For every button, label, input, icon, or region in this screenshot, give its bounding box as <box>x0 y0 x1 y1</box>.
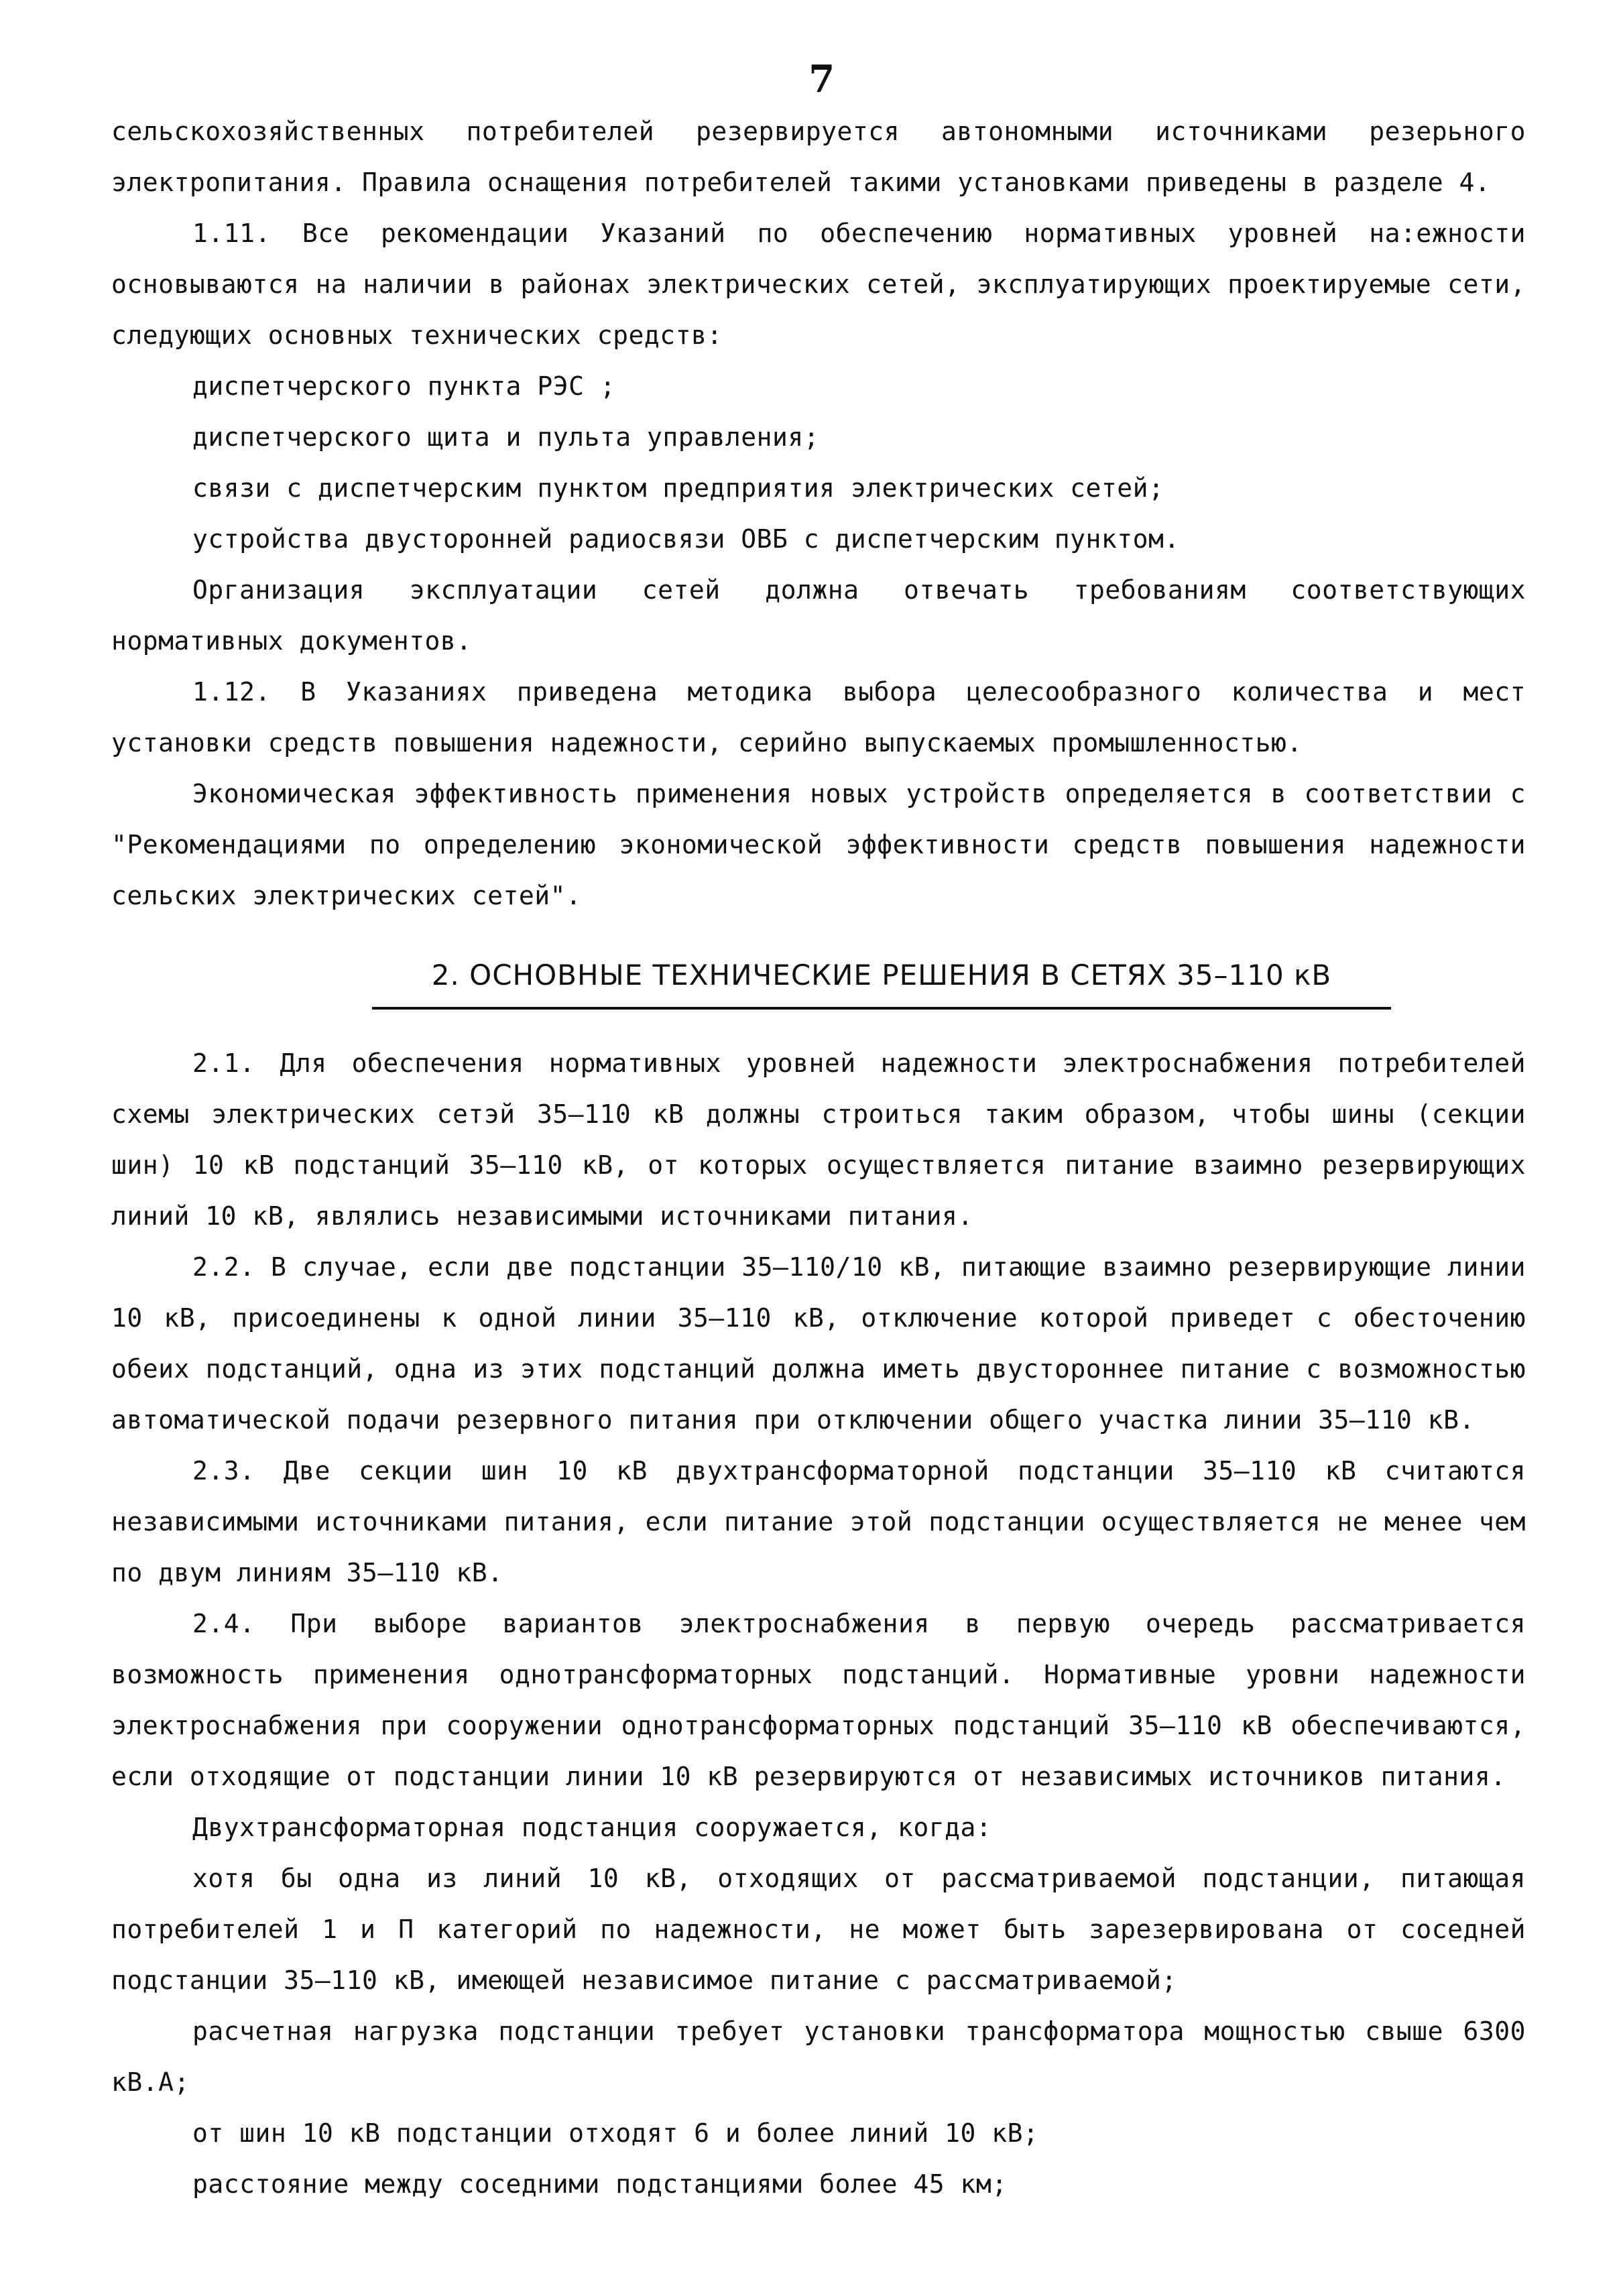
paragraph: сельскохозяйственных потребителей резервируется автономными источниками резерьного электропитания. Правила оснащения потребителей такими установками приведены в разделе 4. <box>111 117 1526 197</box>
paragraph: 2.2. В случае, если две подстанции 35–110/10 кВ, питающие взаимно резервирующие линии 10 кВ, присоединены к одной линии 35–110 кВ, отключение которой приведет с обесточению обеих подстанций, одна из этих подстанций должна иметь двустороннее питание с возможностью автоматической подачи резервного питания при отключении общего участка линии 35–110 кВ. <box>111 1252 1526 1435</box>
paragraph: от шин 10 кВ подстанции отходят 6 и более линий 10 кВ; <box>192 2118 1039 2148</box>
paragraph: 2.3. Две секции шин 10 кВ двухтрансформаторной подстанции 35–110 кВ считаются независимыми источниками питания, если питание этой подстанции осуществляется не менее чем по двум линиям 35–110 кВ. <box>111 1456 1526 1587</box>
paragraph: Экономическая эффективность применения новых устройств определяется в соответствии с "Рекомендациями по определению экономической эффективности средств повышения надежности сельских электрических сетей". <box>111 779 1526 910</box>
paragraph: 1.11. Все рекомендации Указаний по обеспечению нормативных уровней на:ежности основываются на наличии в районах электрических сетей, эксплуатирующих проектируемые сети, следующих основных технических средств: <box>111 219 1526 350</box>
paragraph: 2.1. Для обеспечения нормативных уровней надежности электроснабжения потребителей схемы электрических сетэй 35–110 кВ должны строиться таким образом, чтобы шины (секции шин) 10 кВ подстанций 35–110 кВ, от которых осуществляется питание взаимно резервирующих линий 10 кВ, являлись независимыми источниками питания. <box>111 1048 1526 1231</box>
section-1-body <box>111 106 1526 921</box>
paragraph: хотя бы одна из линий 10 кВ, отходящих от рассматриваемой подстанции, питающая потребителей 1 и П категорий по надежности, не может быть зарезервирована от соседней подстанции 35–110 кВ, имеющей независимое питание с рассматриваемой; <box>111 1864 1526 1995</box>
list-item: диспетчерского щита и пульта управления; <box>192 422 820 452</box>
paragraph: 2.4. При выборе вариантов электроснабжения в первую очередь рассматривается возможность применения однотрансформаторных подстанций. Нормативные уровни надежности электроснабжения при сооружении однотрансформаторных подстанций 35–110 кВ обеспечиваются, если отходящие от подстанции линии 10 кВ резервируются от независимых источников питания. <box>111 1609 1526 1791</box>
section-heading: 2. ОСНОВНЫЕ ТЕХНИЧЕСКИЕ РЕШЕНИЯ В СЕТЯХ 35–110 кВ <box>431 959 1332 991</box>
list-item: устройства двусторонней радиосвязи ОВБ с диспетчерским пунктом. <box>192 524 1180 554</box>
paragraph: Организация эксплуатации сетей должна отвечать требованиям соответствующих нормативных документов. <box>111 575 1526 656</box>
paragraph: расстояние между соседними подстанциями более 45 км; <box>192 2169 1008 2199</box>
section-2-body <box>111 1038 1526 2210</box>
heading-underline <box>372 1007 1391 1010</box>
list-item: диспетчерского пункта РЭС ; <box>192 371 616 401</box>
paragraph: расчетная нагрузка подстанции требует установки трансформатора мощностью свыше 6300 кВ.А; <box>111 2016 1526 2097</box>
paragraph: Двухтрансформаторная подстанция сооружается, когда: <box>192 1813 992 1842</box>
list-item: связи с диспетчерским пунктом предприятия электрических сетей; <box>192 473 1164 503</box>
paragraph: 1.12. В Указаниях приведена методика выбора целесообразного количества и мест установки средств повышения надежности, серийно выпускаемых промышленностью. <box>111 677 1526 758</box>
page-number: 7 <box>808 57 835 101</box>
